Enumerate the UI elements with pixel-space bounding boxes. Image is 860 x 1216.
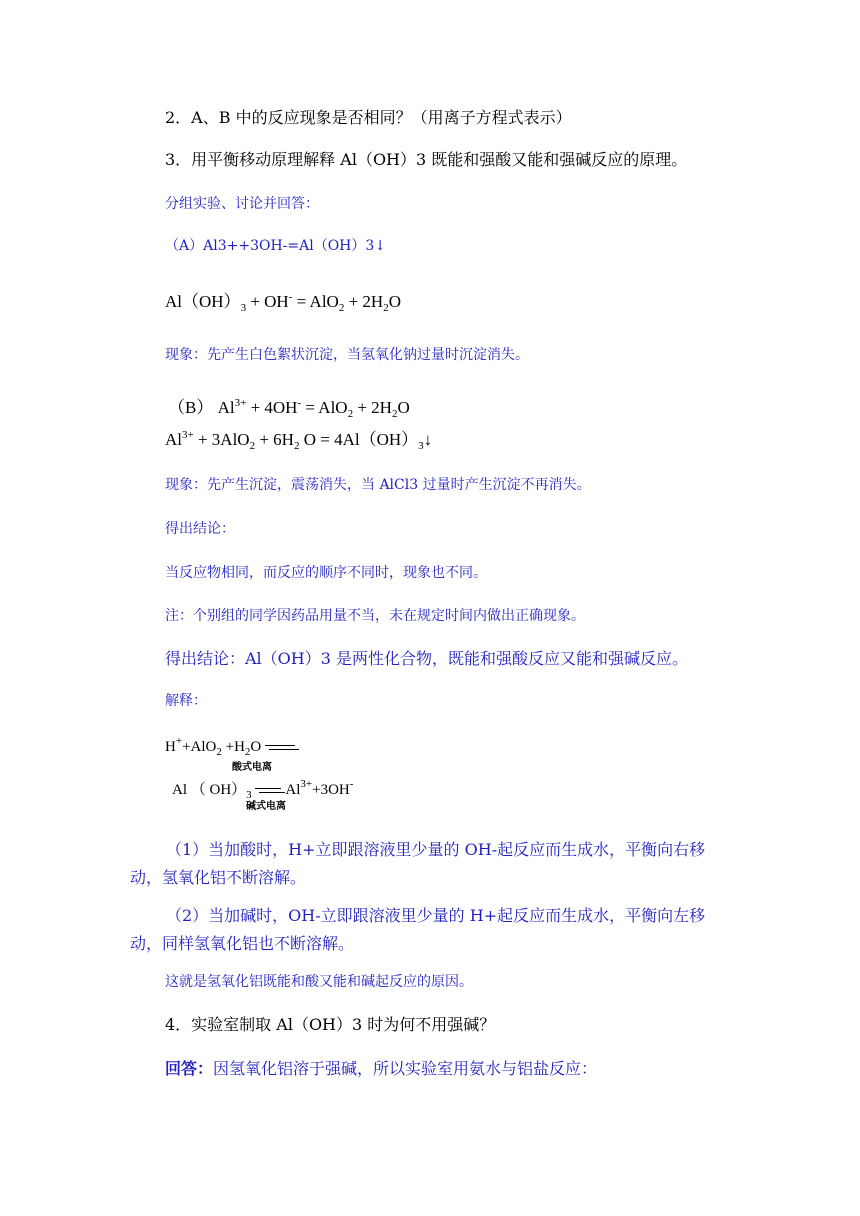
note: 注：个别组的同学因药品用量不当，未在规定时间内做出正确现象。: [165, 608, 585, 624]
question-4: 4．实验室制取 Al（OH）3 时为何不用强碱？: [165, 1015, 496, 1034]
explain-label: 解释：: [165, 693, 207, 709]
conclusion-label: 得出结论：: [165, 521, 235, 537]
conclusion-2: 得出结论：Al（OH）3 是两性化合物，既能和强酸反应又能和强碱反应。: [165, 649, 689, 668]
equilibrium-arrow-icon: [265, 743, 299, 753]
base-ionization-label: 碱式电离: [246, 801, 286, 812]
answer-label: 回答：: [165, 1059, 214, 1078]
group-heading: 分组实验、讨论并回答：: [165, 196, 319, 212]
answer-text: 因氢氧化铝溶于强碱，所以实验室用氨水与铝盐反应：: [213, 1059, 598, 1078]
acid-paragraph: （1）当加酸时，H+立即跟溶液里少量的 OH-起反应而生成水，平衡向右移动，氢氧化铝不断溶解。: [130, 840, 706, 887]
equation-b-1: （B） $Al^{3+} + 4OH^- = AlO_2 + 2H_2O$: [168, 397, 410, 420]
question-3: 3．用平衡移动原理解释 Al（OH）3 既能和强酸又能和强碱反应的原理。: [165, 150, 688, 169]
acid-ionization-label: 酸式电离: [232, 762, 272, 773]
base-paragraph: （2）当加碱时，OH-立即跟溶液里少量的 H+起反应而生成水，平衡向左移动，同样氢氧化铝也不断溶解。: [130, 906, 706, 953]
equilibrium-arrow-icon: [255, 786, 285, 796]
equation-1: $Al(OH)_3 + OH^- = AlO_2 + 2H_2O$: [165, 291, 401, 314]
question-2: 2．A、B 中的反应现象是否相同？（用离子方程式表示）: [165, 108, 572, 127]
answer: [165, 1056, 597, 1079]
reason: 这就是氢氧化铝既能和酸又能和碱起反应的原因。: [165, 974, 473, 990]
base-ionization: Al （ $OH)_3$ $Al^{3+}+3OH^-$: [172, 778, 354, 801]
equation-b-2: $Al^{3+} + 3AlO_2 + 6H_2$ $O = 4Al(OH)_3↓$: [165, 429, 433, 452]
conclusion-1: 当反应物相同，而反应的顺序不同时，现象也不同。: [165, 565, 487, 581]
equation-a: （A）Al3++3OH-=Al（OH）3↓: [165, 238, 387, 254]
phenomenon-a: 现象：先产生白色絮状沉淀，当氢氧化钠过量时沉淀消失。: [165, 347, 529, 363]
phenomenon-b: 现象：先产生沉淀，震荡消失，当 AlCl3 过量时产生沉淀不再消失。: [165, 477, 591, 493]
acid-ionization: $H^++AlO_2 +H_2O$: [165, 735, 299, 758]
